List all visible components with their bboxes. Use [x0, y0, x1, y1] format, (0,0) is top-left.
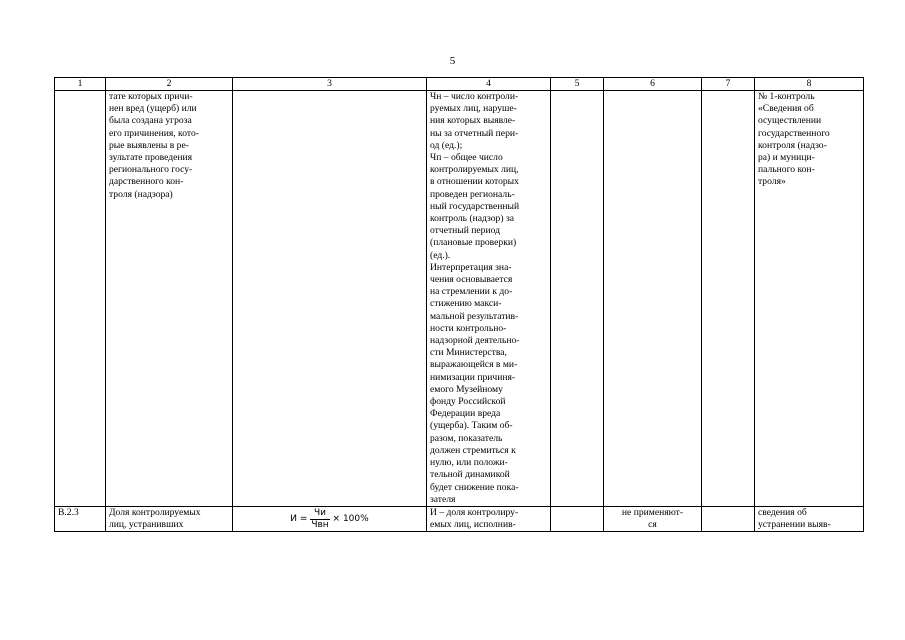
column-number-1: 1: [55, 78, 106, 91]
cell-col7: [702, 506, 755, 531]
column-number-7: 7: [702, 78, 755, 91]
formula-numerator: Чи: [310, 508, 329, 520]
column-number-5: 5: [551, 78, 604, 91]
cell-indicator-name: тате которых причи- нен вред (ущерб) или была создана угроза его причинения, кото- рые выявлены в ре- зультате проведения регионального госу- дарственного кон- троля (надзора): [106, 91, 233, 507]
formula-fraction: [310, 508, 329, 531]
column-number-header-row: [55, 78, 864, 91]
formula-lhs: И =: [290, 514, 308, 525]
cell-indicator-name: Доля контролируемых лиц, устранивших: [106, 506, 233, 531]
cell-col7: [702, 91, 755, 507]
column-number-4: 4: [427, 78, 551, 91]
column-number-2: 2: [106, 78, 233, 91]
cell-data-source: сведения об устранении выяв-: [755, 506, 864, 531]
cell-formula-explanation: И – доля контролиру- емых лиц, исполнив-: [427, 506, 551, 531]
column-number-6: 6: [604, 78, 702, 91]
cell-col6: не применяют- ся: [604, 506, 702, 531]
cell-col6: [604, 91, 702, 507]
cell-formula: [233, 506, 427, 531]
cell-col5: [551, 91, 604, 507]
table-row-b-2-3: [55, 506, 864, 531]
column-number-8: 8: [755, 78, 864, 91]
formula-multiplier: × 100%: [332, 514, 369, 525]
formula-denominator: Чвн: [311, 519, 329, 530]
table-row-continued: [55, 91, 864, 507]
cell-formula-explanation: Чн – число контроли- руемых лиц, наруше- ния которых выявле- ны за отчетный пери- од (ед.); Чп – общее число контролируемых лиц, в отношении которых проведен региональ- ный государственный контроль (надзор) за отчетный период (плановые проверки) (ед.). Интерпретация зна- чения основывается на стремлении к до- стижению макси- мальной результатив- ности контрольно- надзорной деятельно- сти Министерства, выражающейся в ми- нимизации причиня- емого Музейному фонду Российской Федерации вреда (ущерба). Таким об- разом, показатель должен стремиться к нулю, или положи- тельной динамикой будет снижение пока- зателя: [427, 91, 551, 507]
column-number-3: 3: [233, 78, 427, 91]
indicator-table: [54, 77, 864, 532]
page-number: 5: [449, 55, 456, 67]
cell-data-source: № 1-контроль «Сведения об осуществлении государственного контроля (надзо- ра) и муници- пального кон- троля»: [755, 91, 864, 507]
cell-col5: [551, 506, 604, 531]
cell-code: В.2.3: [55, 506, 106, 531]
cell-formula: [233, 91, 427, 507]
cell-code: [55, 91, 106, 507]
